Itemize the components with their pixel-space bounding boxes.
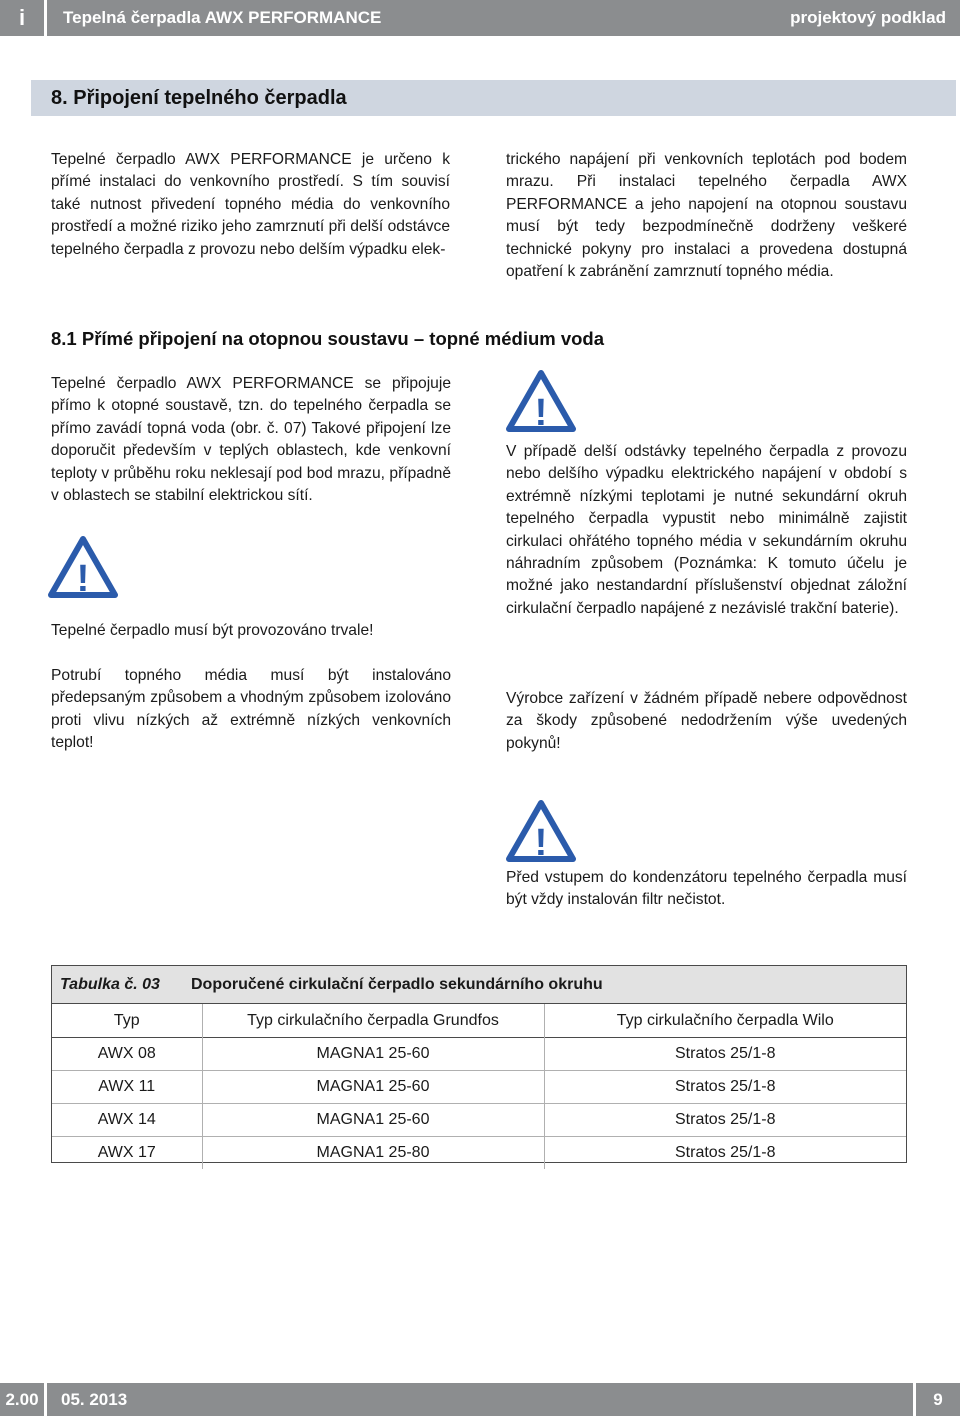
document-type: projektový podklad <box>790 8 946 27</box>
footer-bar <box>47 1383 913 1416</box>
table-caption <box>52 966 906 1003</box>
paragraph-pipe-insulation: Potrubí topného média musí být instalováno předepsaným způsobem a vhodným způsobem izolováno proti vlivu nízkých až extrémně nízkých venkovních teplot! <box>51 667 451 752</box>
info-icon: i <box>0 0 44 36</box>
page-number: 9 <box>916 1383 960 1416</box>
table-row <box>52 1038 906 1071</box>
warning-filter-required: Před vstupem do kondenzátoru tepelného čerpadla musí být vždy instalován filtr nečistot. <box>506 869 907 909</box>
warning-exclamation: ! <box>534 392 548 432</box>
header-bar <box>47 0 960 36</box>
table-cell: Stratos 25/1-8 <box>544 1104 906 1137</box>
table-cell: AWX 08 <box>52 1038 202 1071</box>
document-title: Tepelná čerpadla AWX PERFORMANCE <box>63 8 382 27</box>
warning-triangle-icon <box>506 800 576 862</box>
warning-triangle-icon <box>506 370 576 432</box>
table-cell: MAGNA1 25-80 <box>202 1137 544 1170</box>
warning-triangle-icon <box>48 536 118 598</box>
table-header-row <box>52 1004 906 1038</box>
page-header <box>0 0 960 36</box>
column-header: Typ <box>52 1004 202 1038</box>
column-header: Typ cirkulačního čerpadla Grundfos <box>202 1004 544 1038</box>
table-body <box>52 1003 906 1169</box>
subsection-title: 8.1 Přímé připojení na otopnou soustavu – topné médium voda <box>51 328 605 349</box>
footer-date: 05. 2013 <box>61 1390 128 1409</box>
paragraph-manufacturer-liability: Výrobce zařízení v žádném případě nebere odpovědnost za škody způsobené nedodržením výše uvedených pokynů! <box>506 690 907 752</box>
table-row <box>52 1104 906 1137</box>
column-header: Typ cirkulačního čerpadla Wilo <box>544 1004 906 1038</box>
table-title: Doporučené cirkulační čerpadlo sekundárního okruhu <box>191 976 603 993</box>
page-footer <box>0 1383 960 1416</box>
section-title: 8. Připojení tepelného čerpadla <box>51 87 347 109</box>
table-cell: MAGNA1 25-60 <box>202 1104 544 1137</box>
warning-continuous-operation: Tepelné čerpadlo musí být provozováno trvale! <box>51 622 374 639</box>
table-row <box>52 1071 906 1104</box>
table-cell: Stratos 25/1-8 <box>544 1071 906 1104</box>
table-cell: AWX 11 <box>52 1071 202 1104</box>
warning-exclamation: ! <box>76 558 90 598</box>
intro-paragraph-col1: Tepelné čerpadlo AWX PERFORMANCE je určeno k přímé instalaci do venkovního prostředí. S tím souvisí také nutnost přivedení topného média do venkovního prostředí a možné riziko jeho zamrznutí při delší odstávce tepelného čerpadla z provozu nebo delším výpadku elek- <box>51 151 450 258</box>
table-cell: Stratos 25/1-8 <box>544 1038 906 1071</box>
intro-paragraph-col2: trického napájení při venkovních teplotách pod bodem mrazu. Při instalaci tepelného čerpadla AWX PERFORMANCE a jeho napojení na otopnou soustavu musí být tedy bezpodmínečně dodrženy veškeré technické pokyny pro instalaci a provedena dostupná opatření k zabránění zamrznutí topného média. <box>506 151 907 281</box>
table-cell: MAGNA1 25-60 <box>202 1071 544 1104</box>
table-cell: AWX 17 <box>52 1137 202 1170</box>
table-cell: Stratos 25/1-8 <box>544 1137 906 1170</box>
section-heading-band <box>31 80 956 116</box>
table-row <box>52 1137 906 1170</box>
table-number: Tabulka č. 03 <box>60 976 160 993</box>
paragraph-direct-connection: Tepelné čerpadlo AWX PERFORMANCE se připojuje přímo k otopné soustavě, tzn. do tepelného čerpadla se přímo zavádí topná voda (obr. č. 07) Takové připojení lze doporučit především v teplých oblastech, kde venkovní teploty v průběhu roku neklesají pod bod mrazu, případně v oblastech se stabilní elektrickou sítí. <box>51 375 451 505</box>
pump-recommendation-table <box>51 965 907 1163</box>
warning-shutdown-drain: V případě delší odstávky tepelného čerpadla z provozu nebo delšího výpadku elektrického napájení v období s extrémně nízkými teplotami je nutné sekundární okruh tepelného čerpadla vypustit nebo minimálně zajistit cirkulaci ohřátého topného média v sekundárním okruhu náhradním způsobem (Poznámka: K tomuto účelu je možné jako nestandardní příslušenství objednat záložní cirkulační čerpadlo napájené z nezávislé trakční baterie). <box>506 443 907 617</box>
table-cell: MAGNA1 25-60 <box>202 1038 544 1071</box>
footer-version: 2.00 <box>0 1383 44 1416</box>
table-cell: AWX 14 <box>52 1104 202 1137</box>
warning-exclamation: ! <box>534 822 548 862</box>
